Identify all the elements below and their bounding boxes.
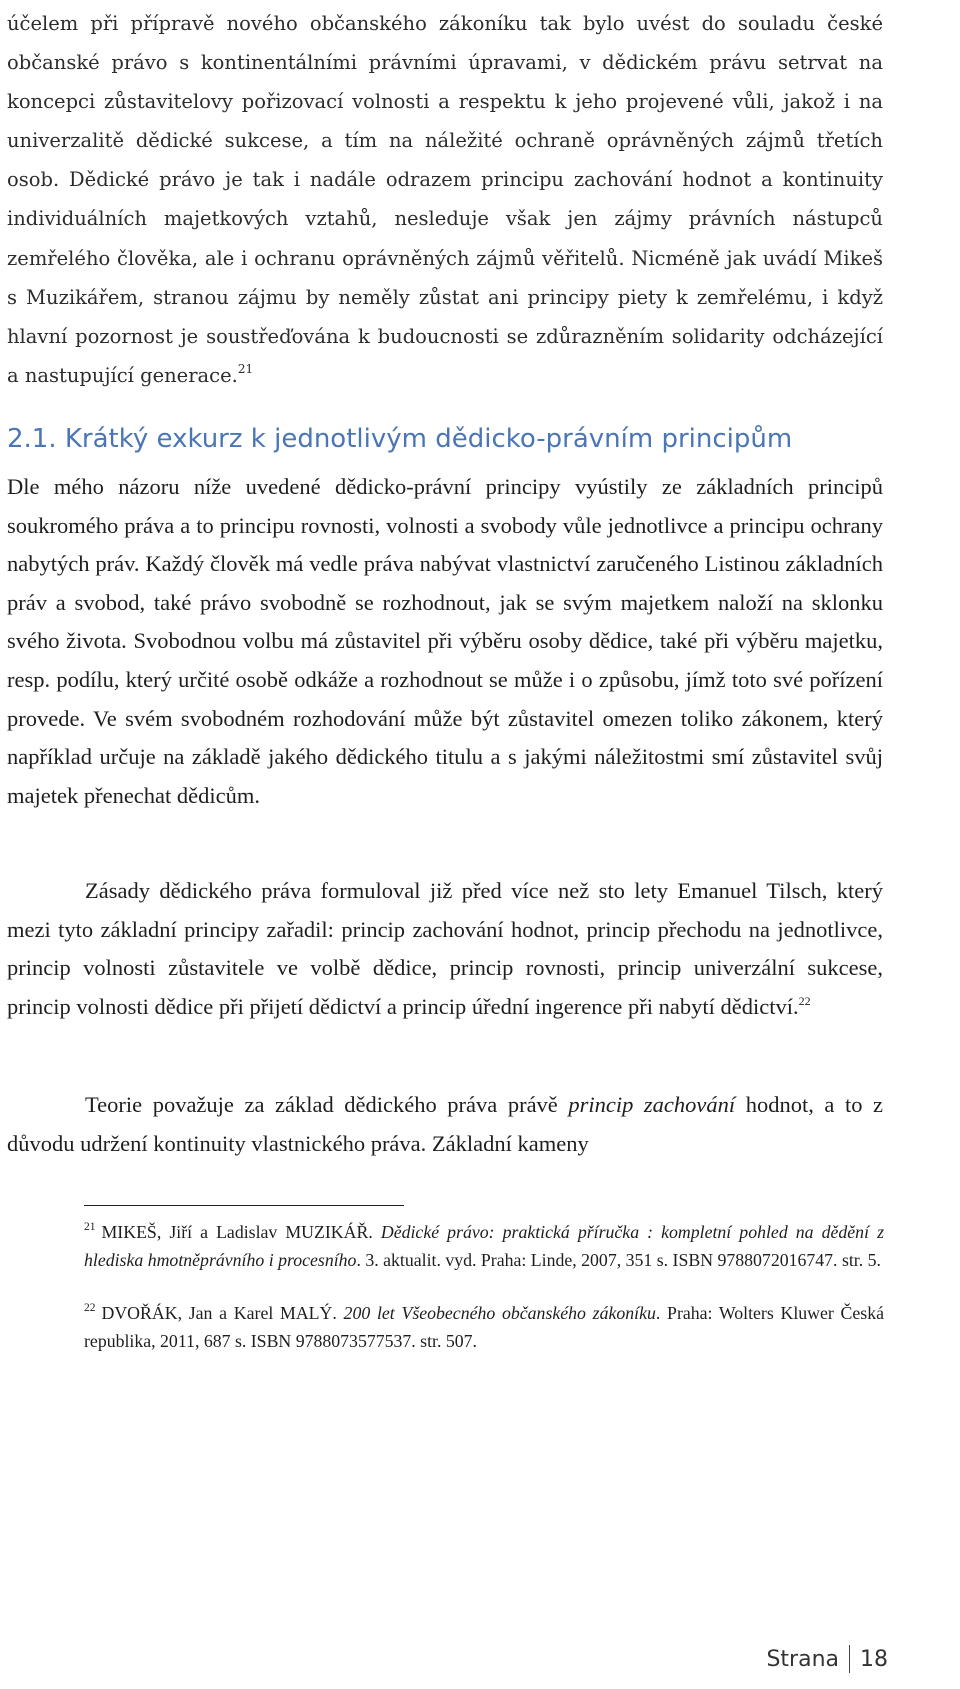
paragraph-3-text: Zásady dědického práva formuloval již před více než sto lety Emanuel Tilsch, který mezi tyto základní principy zařadil: princip zachování hodnot, princip přechodu na jednotlivce, princip volnosti zůstavitele ve volbě dědice, princip rovnosti, princip univerzální sukcese, princip volnosti dědice při přijetí dědictví a princip úřední ingerence při nabytí dědictví. (7, 878, 883, 1019)
page-number-footer (766, 1640, 888, 1678)
footnote-ref-21[interactable]: 21 (237, 361, 254, 376)
paragraph-4-after: hodnot, a to z důvodu udržení kontinuity vlastnického práva. Základní kameny (7, 1092, 883, 1156)
footnote-rest: . 3. aktualit. vyd. Praha: Linde, 2007, 351 s. ISBN 9788072016747. str. 5. (356, 1249, 881, 1270)
page-label: Strana (766, 1646, 839, 1672)
page-number: 18 (860, 1646, 888, 1672)
footnote-rest: . Praha: Wolters Kluwer Česká republika, 2011, 687 s. ISBN 9788073577537. str. 507. (84, 1303, 884, 1351)
paragraph-4-before: Teorie považuje za základ dědického práva právě (85, 1092, 569, 1117)
paragraph-4 (7, 1086, 883, 1163)
paragraph-3 (7, 872, 883, 1026)
footnote-number: 21 (84, 1221, 96, 1233)
footnote-ref-22[interactable]: 22 (798, 993, 811, 1008)
footnote-author: MIKEŠ, Jiří a Ladislav MUZIKÁŘ. (101, 1222, 381, 1242)
paragraph-1 (7, 4, 883, 395)
footnote-title: Dědické právo: praktická příručka : kompletní pohled na dědění z hlediska hmotněprávního i procesního (84, 1222, 884, 1270)
footnote-22 (84, 1300, 884, 1355)
paragraph-4-emphasis: princip zachování (568, 1092, 736, 1117)
paragraph-2: Dle mého názoru níže uvedené dědicko-právní principy vyústily ze základních principů soukromého práva a to principu rovnosti, volnosti a svobody vůle jednotlivce a principu ochrany nabytých práv. Každý člověk má vedle práva nabývat vlastnictví zaručeného Listinou základních práv a svobod, také právo svobodně se rozhodnout, jak se svým majetkem naloží na sklonku svého života. Svobodnou volbu má zůstavitel při výběru osoby dědice, také při výběru majetku, resp. podílu, který určité osobě odkáže a rozhodnout se může i o způsobu, jímž toto své pořízení provede. Ve svém svobodném rozhodování může být zůstavitel omezen toliko zákonem, který například určuje na základě jakého dědického titulu a s jakými náležitostmi smí zůstavitel svůj majetek přenechat dědicům. (7, 474, 883, 808)
paragraph-1-text: účelem při přípravě nového občanského zákoníku tak bylo uvést do souladu české občanské právo s kontinentálními právními úpravami, v dědickém právu setrvat na koncepci zůstavitelovy pořizovací volnosti a respektu k jeho projevené vůli, jakož i na univerzalitě dědické sukcese, a tím na náležité ochraně oprávněných zájmů třetích osob. Dědické právo je tak i nadále odrazem principu zachování hodnot a kontinuity individuálních majetkových vztahů, nesleduje však jen zájmy právních nástupců zemřelého člověka, ale i ochranu oprávněných zájmů věřitelů. Nicméně jak uvádí Mikeš s Muzikářem, stranou zájmu by neměly zůstat ani principy piety k zemřelému, i když hlavní pozornost je soustřeďována k budoucnosti se zdůrazněním solidarity odcházející a nastupující generace. (7, 12, 883, 387)
footnote-number: 22 (84, 1302, 96, 1314)
footnote-21 (84, 1219, 884, 1274)
footnote-author: DVOŘÁK, Jan a Karel MALÝ. (101, 1303, 344, 1323)
page-number-divider (849, 1645, 850, 1673)
footnote-title: 200 let Všeobecného občanského zákoníku (343, 1303, 656, 1323)
section-heading: 2.1. Krátký exkurz k jednotlivým dědicko-právním principům (7, 424, 793, 454)
footnote-separator (84, 1205, 404, 1206)
